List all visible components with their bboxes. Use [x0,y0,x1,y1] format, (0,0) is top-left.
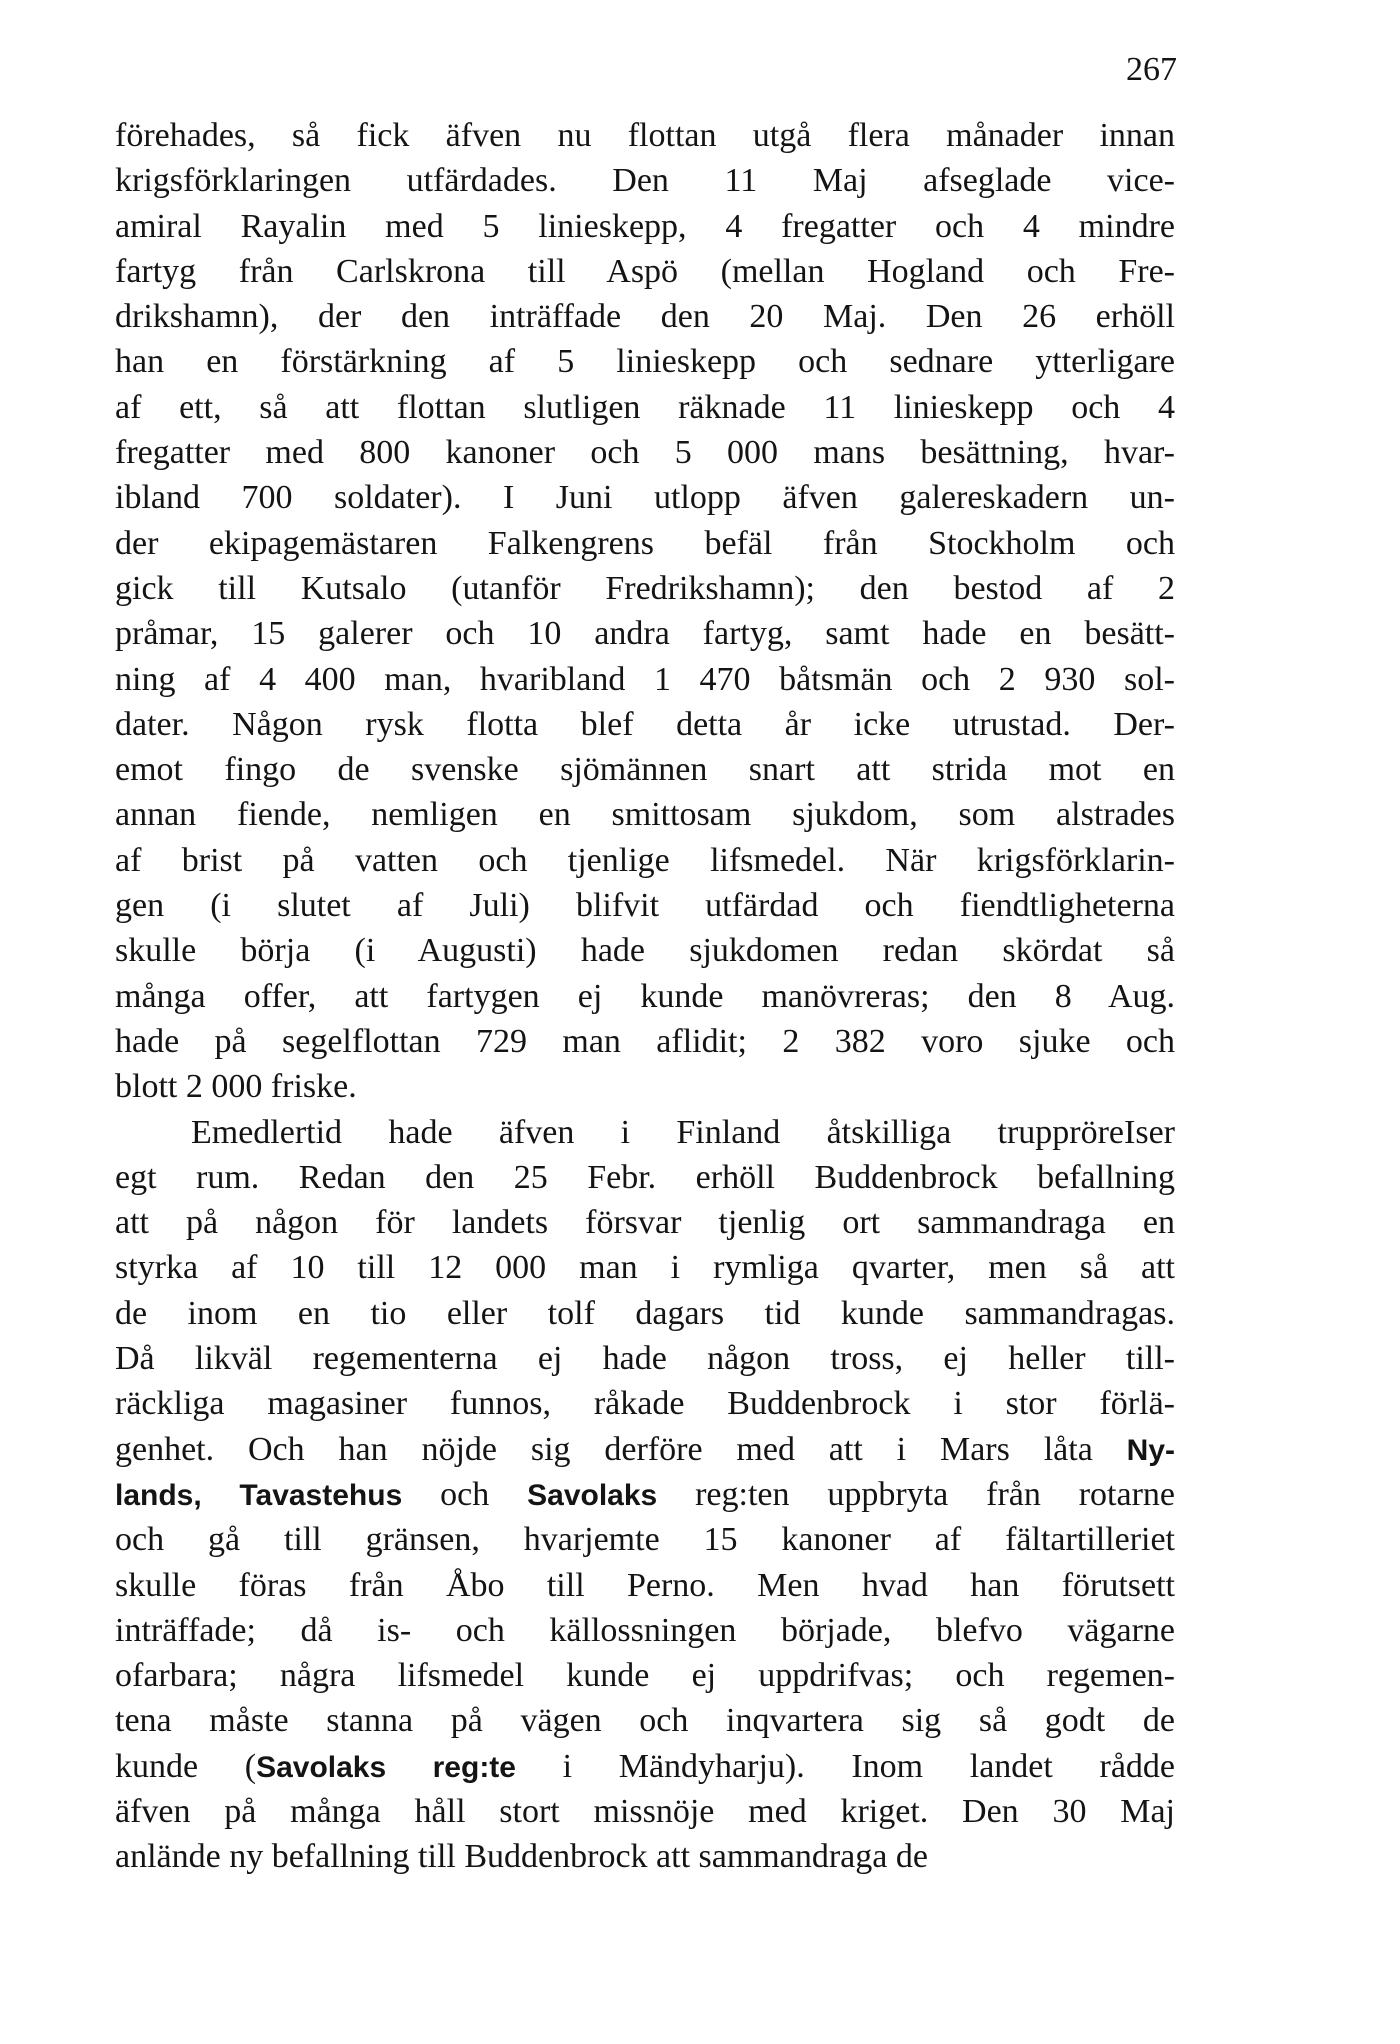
text-line [115,1653,1175,1698]
text-line [115,339,1175,384]
text-segment: amiral Rayalin med 5 linieskepp, 4 fregatter och 4 mindre [115,207,1175,245]
text-line [115,1381,1175,1426]
text-segment: hade på segelflottan 729 man aflidit; 2 382 voro sjuke och [115,1022,1175,1060]
text-segment: gick till Kutsalo (utanför Fredrikshamn); den bestod af 2 [115,569,1175,607]
text-segment: blott 2 000 friske. [115,1068,357,1106]
text-segment: skulle föras från Åbo till Perno. Men hvad han förutsett [115,1566,1175,1604]
text-segment: ning af 4 400 man, hvaribland 1 470 båtsmän och 2 930 sol- [115,660,1175,698]
text-line [115,1472,1175,1517]
text-line [115,1155,1175,1200]
text-line [115,1517,1175,1562]
bold-place-name: Ny- [1126,1433,1175,1467]
text-line [115,430,1175,475]
text-line [115,1064,1175,1109]
text-segment: kunde ( [115,1747,257,1785]
text-segment: räckliga magasiner funnos, råkade Buddenbrock i stor förlä- [115,1385,1175,1423]
text-segment: och gå till gränsen, hvarjemte 15 kanoner af fältartilleriet [115,1521,1175,1559]
text-line [115,1563,1175,1608]
text-line [115,1834,1175,1879]
text-segment: dater. Någon rysk flotta blef detta år icke utrustad. Der- [115,705,1175,743]
text-segment: styrka af 10 till 12 000 man i rymliga qvarter, men så att [115,1249,1175,1287]
bold-place-name: Savolaks reg:te [256,1750,516,1784]
text-segment: drikshamn), der den inträffade den 20 Maj. Den 26 erhöll [115,298,1175,336]
text-segment: i Mändyharju). Inom landet rådde [515,1747,1175,1785]
text-line [115,1608,1175,1653]
text-segment: gen (i slutet af Juli) blifvit utfärdad och fiendtligheterna [115,887,1175,925]
text-line [115,657,1175,702]
text-segment: anlände ny befallning till Buddenbrock att sammandraga de [115,1838,928,1876]
text-line [115,747,1175,792]
text-line [115,974,1175,1019]
text-segment: der ekipagemästaren Falkengrens befäl från Stockholm och [115,524,1175,562]
text-segment: många offer, att fartygen ej kunde manövreras; den 8 Aug. [115,977,1175,1015]
text-line [115,566,1175,611]
text-line [115,204,1175,249]
text-line [115,385,1175,430]
text-segment: skulle börja (i Augusti) hade sjukdomen redan skördat så [115,932,1175,970]
text-segment: ibland 700 soldater). I Juni utlopp äfven galereskadern un- [115,479,1175,517]
text-line [115,611,1175,656]
text-line [115,702,1175,747]
text-segment: genhet. Och han nöjde sig derföre med att i Mars låta [115,1430,1127,1468]
text-line [115,1698,1175,1743]
text-line [115,249,1175,294]
bold-place-name: lands, Tavastehus [115,1478,403,1512]
text-segment: fartyg från Carlskrona till Aspö (mellan Hogland och Fre- [115,252,1175,290]
text-line [115,883,1175,928]
text-line [115,1110,1175,1155]
text-segment: fregatter med 800 kanoner och 5 000 mans besättning, hvar- [115,434,1175,472]
text-segment: pråmar, 15 galerer och 10 andra fartyg, samt hade en besätt- [115,615,1175,653]
text-segment: förehades, så fick äfven nu flottan utgå flera månader innan [115,117,1175,154]
text-segment: annan fiende, nemligen en smittosam sjukdom, som alstrades [115,796,1175,834]
text-line [115,113,1175,158]
text-segment: ofarbara; några lifsmedel kunde ej uppdrifvas; och regemen- [115,1657,1175,1695]
text-segment: af brist på vatten och tjenlige lifsmedel. När krigsförklarin- [115,841,1175,879]
text-line [115,1245,1175,1290]
text-line [115,158,1175,203]
text-segment: äfven på många håll stort missnöje med kriget. Den 30 Maj [115,1792,1175,1830]
text-segment: inträffade; då is- och källossningen började, blefvo vägarne [115,1611,1175,1649]
text-line [115,928,1175,973]
text-segment: han en förstärkning af 5 linieskepp och sednare ytterligare [115,343,1175,381]
text-line [115,1744,1175,1789]
text-line [115,1336,1175,1381]
page-number: 267 [1126,51,1177,88]
text-segment: egt rum. Redan den 25 Febr. erhöll Buddenbrock befallning [115,1158,1175,1196]
text-segment: reg:ten uppbryta från rotarne [657,1475,1176,1513]
text-segment: Emedlertid hade äfven i Finland åtskilliga truppröreIser [191,1113,1175,1151]
text-line [115,1789,1175,1834]
text-segment: af ett, så att flottan slutligen räknade 11 linieskepp och 4 [115,388,1175,426]
text-line [115,1200,1175,1245]
text-line [115,521,1175,566]
text-segment: emot fingo de svenske sjömännen snart att strida mot en [115,751,1175,789]
text-line [115,1019,1175,1064]
text-line [115,475,1175,520]
body-text [115,113,1175,1880]
text-segment: tena måste stanna på vägen och inqvartera sig så godt de [115,1702,1175,1740]
text-line [115,294,1175,339]
text-segment: och [402,1475,528,1513]
text-segment: de inom en tio eller tolf dagars tid kunde sammandragas. [115,1294,1175,1332]
text-segment: att på någon för landets försvar tjenlig ort sammandraga en [115,1204,1175,1242]
bold-place-name: Savolaks [527,1478,658,1512]
text-line [115,838,1175,883]
text-line [115,1427,1175,1472]
text-segment: krigsförklaringen utfärdades. Den 11 Maj afseglade vice- [115,162,1175,200]
text-line [115,1291,1175,1336]
text-segment: Då likväl regementerna ej hade någon tross, ej heller till- [115,1340,1175,1378]
text-line [115,792,1175,837]
